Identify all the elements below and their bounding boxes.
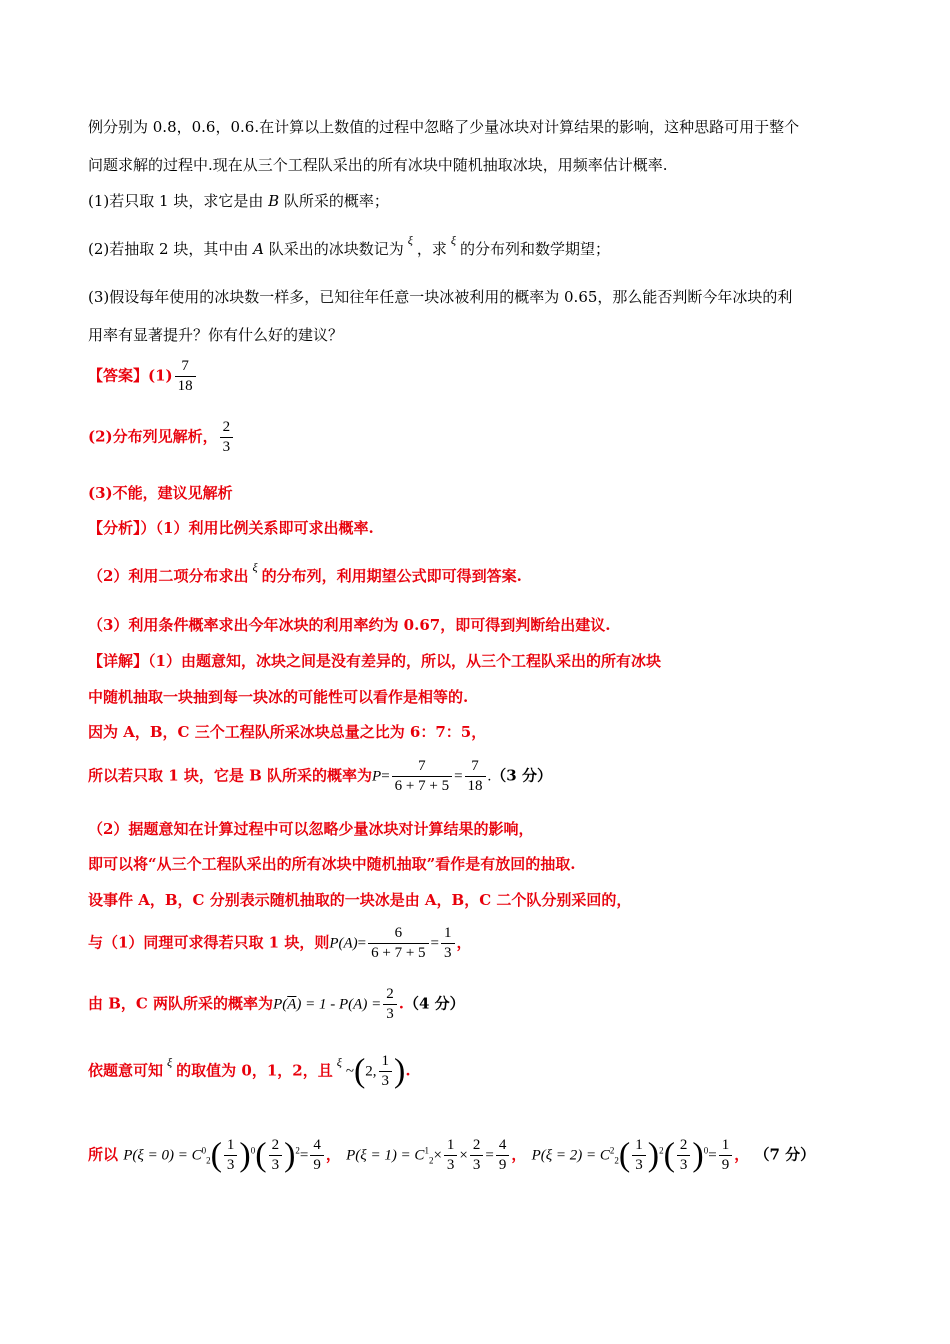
answer-1: 【答案】(1) $\frac{7}{18}$ <box>88 357 198 396</box>
answer-2-fraction: $\frac{2}{3}$ <box>220 418 234 457</box>
detail-9: 由 B，C 两队所采的概率为$P(\overline{A}) = 1 - P(A)$ = $\frac{2}{3}$ .（4 分） <box>88 986 465 1022</box>
detail-10: 依题意可知 $^\xi$ 的取值为 0，1，2，且 $^\xi$~(2, $\frac{1}{3}$ ). <box>88 1052 411 1090</box>
answer-2: (2)分布列见解析， $\frac{2}{3}$ <box>88 418 235 457</box>
xi-symbol: ξ <box>167 1054 173 1069</box>
detail-1: 【详解】（1）由题意知，冰块之间是没有差异的，所以，从三个工程队采出的所有冰块 <box>88 652 661 670</box>
xi-symbol: ξ <box>336 1054 342 1069</box>
analysis-2: （2）利用二项分布求出 $^\xi$ 的分布列，利用期望公式即可得到答案. <box>88 560 522 585</box>
xi-symbol: ξ <box>450 233 457 247</box>
detail-4: 所以若只取 1 块，它是 B 队所采的概率为P= $\frac{7}{6 + 7 + 5}$ = $\frac{7}{18}$ .（3 分） <box>88 758 552 794</box>
detail-2: 中随机抽取一块抽到每一块冰的可能性可以看作是相等的. <box>88 688 469 706</box>
problem-line-1: 例分别为 0.8，0.6，0.6.在计算以上数值的过程中忽略了少量冰块对计算结果的影响，这种思路可用于整个 <box>88 118 800 136</box>
xi-symbol: ξ <box>407 233 413 247</box>
analysis-3: （3）利用条件概率求出今年冰块的利用率约为 0.67，即可得到判断给出建议. <box>88 616 611 634</box>
analysis-1: 【分析】）（1）利用比例关系即可求出概率. <box>88 519 374 537</box>
detail-3: 因为 A，B，C 三个工程队所采冰块总量之比为 6：7：5， <box>88 723 487 741</box>
answer-3: (3)不能，建议见解析 <box>88 484 233 502</box>
question-3-line-1: (3)假设每年使用的冰块数一样多，已知往年任意一块冰被利用的概率为 0.65，那么能否判断今年冰块的利 <box>88 288 793 306</box>
answer-1-fraction: $\frac{7}{18}$ <box>175 357 196 396</box>
question-2: (2)若抽取 2 块，其中由 A 队采出的冰块数记为 $^\xi$ ，求 $^\xi$ 的分布列和数学期望； <box>88 233 611 258</box>
xi-symbol: ξ <box>252 560 258 574</box>
question-1: (1)若只取 1 块，求它是由 B 队所采的概率； <box>88 192 389 210</box>
problem-line-2: 问题求解的过程中.现在从三个工程队采出的所有冰块中随机抽取冰块，用频率估计概率. <box>88 156 668 174</box>
detail-8: 与（1）同理可求得若只取 1 块，则P(A)= $\frac{6}{6 + 7 + 5}$ = $\frac{1}{3}$ ， <box>88 925 472 961</box>
detail-11: 所以 $P(\xi = 0) = C^0_2$( $\frac{1}{3}$ )$^0$( $\frac{2}{3}$ )$^2$= $\frac{4}{9}$ ， $P(\xi = 1) = C^1_2\times$ $\frac{1}{3}$ × $\frac{2}{3}$ = $\frac{4}{9}$ ， $P(\xi = 2) = C^2_2$( $\frac{1}{3}$ )$^2$( $\frac{2}{3}$ )$^0$= $\frac{1}{9}$ ， （7 分） <box>88 1136 816 1174</box>
detail-6: 即可以将“从三个工程队采出的所有冰块中随机抽取”看作是有放回的抽取. <box>88 855 576 873</box>
question-3-line-2: 用率有显著提升？你有什么好的建议？ <box>88 326 344 344</box>
detail-7: 设事件 A，B，C 分别表示随机抽取的一块冰是由 A，B，C 二个队分别采回的， <box>88 891 632 909</box>
detail-5: （2）据题意知在计算过程中可以忽略少量冰块对计算结果的影响， <box>88 820 534 838</box>
